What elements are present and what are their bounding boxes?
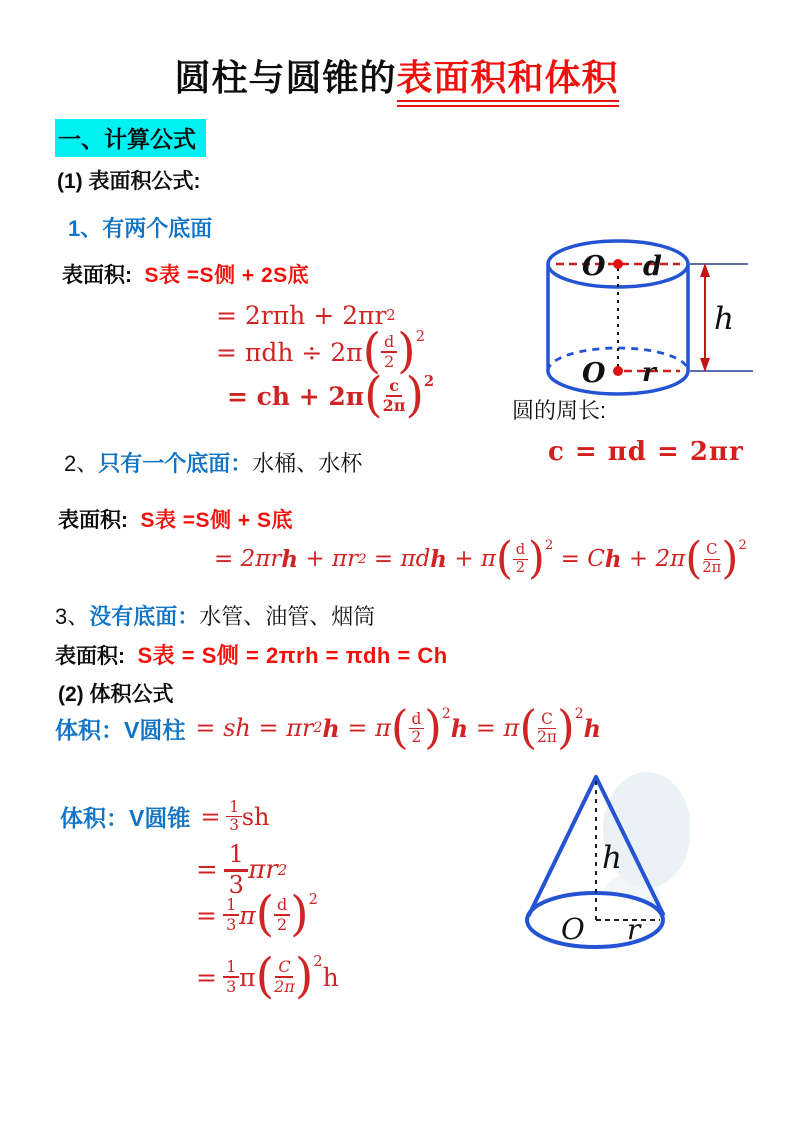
paren-fraction-group <box>255 949 323 1004</box>
label-r: r <box>627 913 641 946</box>
exponent: 2 <box>313 953 323 970</box>
fraction <box>383 377 406 415</box>
volume-symbol: V圆锥 <box>129 805 191 832</box>
open-paren: ( <box>255 949 275 1004</box>
volume-label <box>55 712 185 745</box>
fraction <box>224 841 248 899</box>
surface-area-row-one-base <box>58 504 293 534</box>
formula-line-pidh <box>216 324 425 379</box>
fraction-denominator: 2 <box>277 915 288 934</box>
formula-text: + 2π <box>621 546 686 573</box>
exponent: 2 <box>358 551 367 567</box>
surface-area-formula: S表 = S侧 = 2πrh = πdh = Ch <box>137 643 448 668</box>
surface-area-label: 表面积: <box>55 645 125 668</box>
highlighted-heading: 一、计算公式 <box>55 119 206 157</box>
paren-fraction-group <box>362 324 425 379</box>
item-heading-text: 没有底面： <box>89 604 200 629</box>
formula-line-ch <box>227 368 435 423</box>
exponent: 2 <box>441 705 451 722</box>
volume-cylinder-row <box>55 701 602 754</box>
exponent: 2 <box>738 538 747 553</box>
open-paren: ( <box>255 887 275 942</box>
item-heading-text: 有两个底面 <box>102 216 213 241</box>
fraction-numerator: d <box>381 333 397 353</box>
subsection-surface-area: (1) 表面积公式: <box>57 170 201 193</box>
h-variable: h <box>430 545 448 573</box>
fraction <box>537 711 557 746</box>
fraction <box>274 896 290 934</box>
open-paren: ( <box>364 368 383 423</box>
open-paren: ( <box>496 533 514 584</box>
surface-area-row-two-bases <box>62 259 309 289</box>
fraction-numerator: C <box>538 711 555 729</box>
close-paren: ) <box>556 701 575 754</box>
label-h: h <box>714 301 734 337</box>
formula-text: = sh = πr <box>195 714 314 743</box>
volume-symbol: V圆柱 <box>124 716 186 743</box>
fraction-denominator: 2π <box>702 558 722 576</box>
circumference-caption: 圆的周长: <box>512 398 607 423</box>
fraction-numerator: 1 <box>223 896 239 916</box>
fraction-denominator: 2 <box>411 727 422 746</box>
close-paren: ) <box>405 368 425 423</box>
exponent: 2 <box>415 328 425 345</box>
fraction-numerator: 1 <box>226 799 241 817</box>
volume-cone-line1 <box>200 799 269 834</box>
fraction-numerator: d <box>513 542 528 559</box>
close-paren: ) <box>397 324 416 379</box>
label-d: d <box>643 251 662 282</box>
height-arrow-up-head <box>700 263 710 277</box>
fraction-denominator: 3 <box>228 870 244 899</box>
fraction-denominator: 2 <box>515 558 526 576</box>
label-h: h <box>602 840 622 876</box>
cylinder-figure <box>540 237 755 405</box>
formula-text: = πdh ÷ 2π <box>216 337 363 367</box>
volume-cone-line3 <box>196 887 318 942</box>
formula-text: π <box>239 962 256 992</box>
item-two-bases-heading <box>68 212 212 243</box>
fraction-numerator: d <box>274 896 290 916</box>
paren-fraction-group <box>255 887 318 942</box>
equals-sign: = <box>196 900 217 930</box>
fraction <box>702 542 721 576</box>
section-calc-formulas <box>55 119 206 157</box>
formula-text: = π <box>339 714 391 743</box>
title-red-underlined-part: 表面积和体积 <box>397 57 619 107</box>
item-heading-text: 只有一个底面： <box>98 451 253 476</box>
close-paren: ) <box>721 533 739 584</box>
fraction-numerator: d <box>409 711 424 729</box>
height-arrow-down-head <box>700 358 710 372</box>
item-examples: 水管、油管、烟筒 <box>199 604 376 629</box>
volume-cylinder-formula <box>195 701 602 754</box>
fraction-numerator: C <box>275 958 293 978</box>
paren-fraction-group <box>685 533 747 584</box>
fraction-denominator: 2π <box>274 977 295 996</box>
fraction <box>513 542 528 576</box>
fraction-numerator: c <box>386 377 402 397</box>
equals-sign: = <box>196 962 217 992</box>
paren-fraction-group <box>519 701 584 754</box>
paren-fraction-group <box>364 368 435 423</box>
bottom-center-dot <box>613 366 623 376</box>
label-o-bottom: O <box>582 358 606 389</box>
equals-sign: = <box>200 802 221 831</box>
surface-area-head-formula: S表 =S侧 + S底 <box>140 509 294 532</box>
fraction-numerator: C <box>704 542 721 559</box>
exponent: 2 <box>308 891 318 908</box>
fraction-denominator: 2π <box>537 727 557 746</box>
formula-text: sh <box>241 802 270 831</box>
item-one-base-heading <box>64 447 362 478</box>
volume-word: 体积： <box>55 716 124 743</box>
fraction-denominator: 3 <box>226 977 237 996</box>
volume-word: 体积： <box>60 805 129 832</box>
open-paren: ( <box>362 324 382 379</box>
open-paren: ( <box>519 701 538 754</box>
formula-text: π <box>239 900 256 930</box>
subsection-volume: (2) 体积公式 <box>58 683 174 706</box>
formula-text: h <box>322 962 339 992</box>
fraction-numerator: 1 <box>224 841 248 872</box>
fraction <box>274 958 295 996</box>
fraction-denominator: 3 <box>229 816 239 835</box>
formula-text: = C <box>553 546 605 573</box>
item-number: 1、 <box>68 216 103 241</box>
equals-sign: = <box>196 855 218 885</box>
paren-fraction-group <box>496 533 554 584</box>
circumference-formula: c = πd = 2πr <box>548 437 744 467</box>
surface-area-label: 表面积: <box>58 509 128 532</box>
item-examples: 水桶、水杯 <box>252 451 363 476</box>
h-variable: h <box>583 713 602 743</box>
label-r: r <box>642 358 656 388</box>
item-number: 2、 <box>64 451 99 476</box>
close-paren: ) <box>294 949 314 1004</box>
fraction <box>223 958 239 996</box>
item-no-base-heading <box>55 600 375 631</box>
exponent: 2 <box>574 705 584 722</box>
fraction-denominator: 3 <box>226 915 237 934</box>
surface-area-label: 表面积: <box>62 264 132 287</box>
volume-cone-row <box>60 799 270 834</box>
surface-area-head-formula: S表 =S侧 + 2S底 <box>144 264 310 287</box>
h-variable: h <box>322 713 340 743</box>
fraction-numerator: 1 <box>223 958 239 978</box>
label-o: O <box>561 912 585 946</box>
formula-text: + π <box>447 546 497 573</box>
h-variable: h <box>450 713 469 743</box>
formula-text: πr <box>248 855 278 885</box>
fraction <box>409 711 424 746</box>
h-variable: h <box>604 545 622 573</box>
formula-text: + πr <box>298 546 359 573</box>
formula-line-one-base <box>214 533 747 584</box>
formula-text: = 2rπh + 2πr <box>216 301 387 330</box>
formula-text: = π <box>468 714 520 743</box>
fraction <box>381 333 397 371</box>
formula-text: = ch + 2π <box>227 381 365 411</box>
exponent: 2 <box>424 372 435 390</box>
open-paren: ( <box>390 701 409 754</box>
h-variable: h <box>281 545 299 573</box>
formula-text: = πd <box>366 546 431 573</box>
formula-text: = 2πr <box>214 546 282 573</box>
volume-cone-line4 <box>196 949 339 1004</box>
exponent: 2 <box>277 861 288 879</box>
exponent: 2 <box>386 307 396 324</box>
close-paren: ) <box>527 533 545 584</box>
exponent: 2 <box>313 720 323 737</box>
paren-fraction-group <box>390 701 451 754</box>
title-black-part: 圆柱与圆锥的 <box>174 57 397 98</box>
fraction-denominator: 2 <box>384 352 395 371</box>
item-number: 3、 <box>55 604 90 629</box>
close-paren: ) <box>424 701 442 754</box>
close-paren: ) <box>290 887 309 942</box>
cone-figure <box>495 765 690 980</box>
page-title <box>0 50 793 101</box>
label-o-top: O <box>582 251 606 282</box>
exponent: 2 <box>544 538 554 553</box>
volume-label <box>60 800 190 833</box>
fraction-denominator: 2π <box>382 396 406 415</box>
open-paren: ( <box>685 533 703 584</box>
fraction <box>223 896 239 934</box>
fraction <box>226 799 241 834</box>
top-center-dot <box>613 259 623 269</box>
surface-area-row-no-base <box>55 639 448 670</box>
